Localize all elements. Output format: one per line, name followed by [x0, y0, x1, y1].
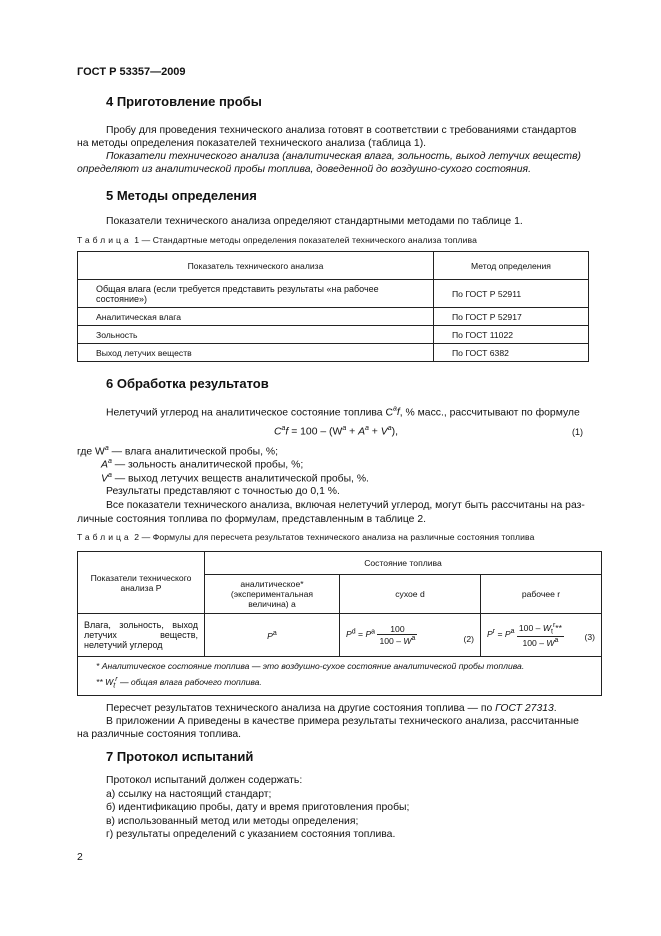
s6-p3-l1: Все показатели технического анализа, включая нелетучий углерод, могут быть рассчитаны на раз-: [106, 500, 585, 511]
s4-p2-l2: определяют из аналитической пробы топлива, доведенной до воздушно-сухого состояния.: [77, 164, 531, 175]
s7-item: г) результаты определений с указанием состояния топлива.: [106, 829, 396, 840]
t1-cell: По ГОСТ 11022: [434, 326, 589, 344]
table1-caption: Таблица 1 — Стандартные методы определения показателей технического анализа топлива: [77, 235, 477, 245]
t2-header: сухое d: [340, 575, 481, 614]
t1-header: Метод определения: [434, 252, 589, 280]
section-7-title: 7 Протокол испытаний: [106, 749, 254, 764]
s6-p2: Результаты представляют с точностью до 0,1 %.: [106, 486, 340, 497]
t1-header: Показатель технического анализа: [78, 252, 434, 280]
s7-item: в) использованный метод или методы определения;: [106, 816, 359, 827]
after-p2-l1: В приложении А приведены в качестве примера результаты технического анализа, рассчитанные: [106, 716, 579, 727]
t2-header: аналитическое* (экспериментальная величина) a: [205, 575, 340, 614]
section-5-title: 5 Методы определения: [106, 188, 257, 203]
where-a: $A^a$ — зольность аналитической пробы, %;: [101, 458, 304, 471]
s6-p3-l2: личные состояния топлива по формулам, представленным в таблице 2.: [77, 514, 426, 525]
where-w: где $W^a$ — влага аналитической пробы, %;: [77, 445, 279, 458]
t2-formula-3: $P^r = P^a$ $\frac{100 - W_t^r**}{100 - W^a}$ (3): [481, 614, 602, 657]
t1-cell: По ГОСТ Р 52911: [434, 280, 589, 308]
after-p1: Пересчет результатов технического анализа на другие состояния топлива — по ГОСТ 27313.: [106, 703, 557, 714]
page-number: 2: [77, 852, 83, 863]
s6-p1: Нелетучий углерод на аналитическое состояние топлива $C^af$, % масс., рассчитывают по формуле: [106, 406, 580, 419]
s7-item: а) ссылку на настоящий стандарт;: [106, 789, 272, 800]
t2-formula-2: $P^d = P^a$ $\frac{100}{100 - W^a}$ (2): [340, 614, 481, 657]
t1-cell: По ГОСТ 6382: [434, 344, 589, 362]
t1-cell: Выход летучих веществ: [78, 344, 434, 362]
t1-cell: По ГОСТ Р 52917: [434, 308, 589, 326]
after-p2-l2: на различные состояния топлива.: [77, 729, 242, 740]
t1-cell: Аналитическая влага: [78, 308, 434, 326]
section-4-title: 4 Приготовление пробы: [106, 94, 262, 109]
s7-item: б) идентификацию пробы, дату и время приготовления пробы;: [106, 802, 410, 813]
t2-row-label: Влага, зольность, выход летучих веществ, нелетучий углерод: [78, 614, 205, 657]
t1-cell: Общая влага (если требуется представить результаты «на рабочее состояние»): [78, 280, 434, 308]
formula-1: $C^af = 100 - (W^a + A^a + V^a)$,: [274, 425, 398, 438]
t2-formula-a: $P^a$: [205, 614, 340, 657]
s7-intro: Протокол испытаний должен содержать:: [106, 775, 303, 786]
t2-header: Показатели технического анализа P: [78, 552, 205, 614]
t2-notes: * Аналитическое состояние топлива — это воздушно-сухое состояние аналитической пробы топлива. ** $W_t^r$ — общая влага рабочего топлива.: [78, 657, 602, 696]
section-6-title: 6 Обработка результатов: [106, 376, 269, 391]
doc-header: ГОСТ Р 53357—2009: [77, 66, 186, 78]
s4-p1-l2: на методы определения показателей технического анализа (таблица 1).: [77, 138, 427, 149]
formula-number: (1): [572, 427, 583, 437]
where-v: $V^a$ — выход летучих веществ аналитической пробы, %.: [101, 472, 369, 485]
s5-p1: Показатели технического анализа определяют стандартными методами по таблице 1.: [106, 216, 523, 227]
s4-p2-l1: Показатели технического анализа (аналитическая влага, зольность, выход летучих веществ): [106, 151, 581, 162]
s4-p1-l1: Пробу для проведения технического анализа готовят в соответствии с требованиями стандартов: [106, 125, 577, 136]
table2-caption: Таблица 2 — Формулы для пересчета результатов технического анализа на различные состояния топлива: [77, 532, 535, 542]
table-1: [77, 251, 589, 362]
table-2: [77, 551, 602, 696]
t2-header: рабочее r: [481, 575, 602, 614]
t1-cell: Зольность: [78, 326, 434, 344]
t2-header: Состояние топлива: [205, 552, 602, 575]
